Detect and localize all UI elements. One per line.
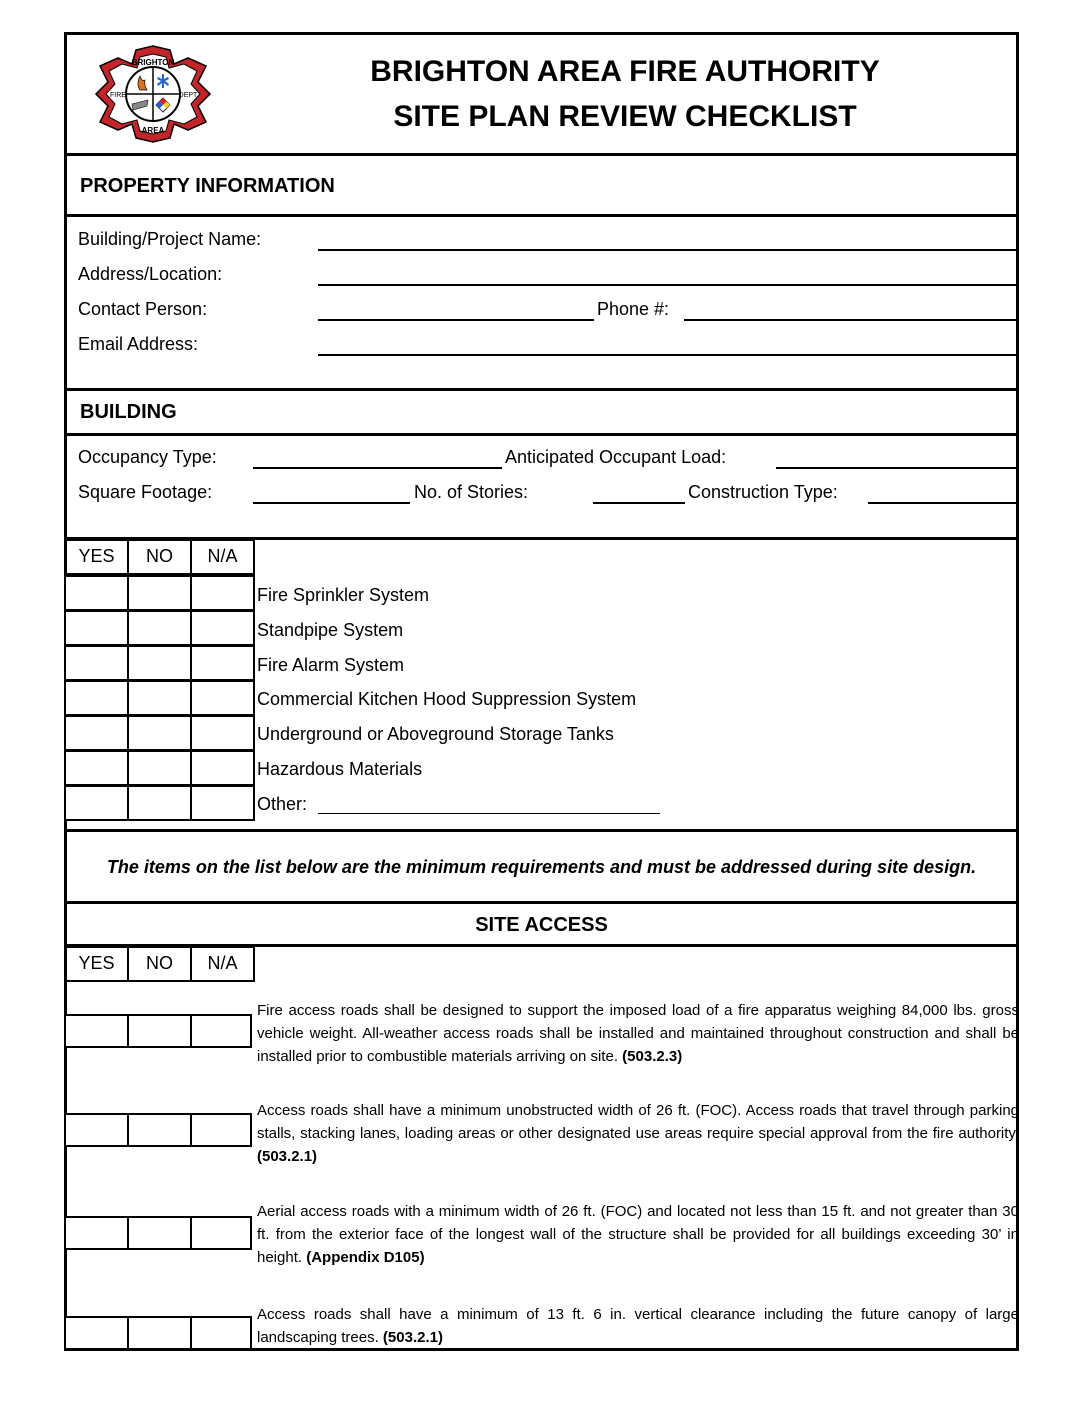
- checklist-item: Commercial Kitchen Hood Suppression System: [257, 689, 637, 709]
- minimum-requirements-note: The items on the list below are the minimum requirements and must be addressed during site design.: [106, 857, 977, 877]
- checklist-item: Hazardous Materials: [257, 759, 423, 779]
- na-checkbox[interactable]: [190, 1014, 252, 1048]
- yes-checkbox[interactable]: [64, 1014, 129, 1048]
- checklist-item: Underground or Aboveground Storage Tanks: [257, 724, 614, 744]
- occupancy-type-field[interactable]: [253, 467, 502, 469]
- property-info-heading: PROPERTY INFORMATION: [80, 175, 335, 197]
- email-label: Email Address:: [78, 334, 199, 354]
- no-checkbox[interactable]: [127, 610, 192, 646]
- site-access-heading: SITE ACCESS: [475, 914, 608, 936]
- code-reference: (503.2.3): [622, 1048, 683, 1065]
- no-checkbox[interactable]: [127, 1014, 192, 1048]
- code-reference: (Appendix D105): [306, 1249, 425, 1266]
- divider: [64, 829, 1019, 832]
- yes-checkbox[interactable]: [64, 750, 129, 786]
- na-checkbox[interactable]: [190, 785, 255, 821]
- stories-field[interactable]: [593, 502, 685, 504]
- checklist-item: Standpipe System: [257, 620, 404, 640]
- form-title-line1: BRIGHTON AREA FIRE AUTHORITY: [370, 55, 880, 88]
- na-checkbox[interactable]: [190, 750, 255, 786]
- phone-field[interactable]: [684, 319, 1019, 321]
- na-checkbox[interactable]: [190, 680, 255, 716]
- code-reference: (503.2.1): [257, 1148, 318, 1165]
- col-no-header: NO: [127, 946, 192, 982]
- yes-checkbox[interactable]: [64, 680, 129, 716]
- maltese-cross-icon: [92, 44, 214, 144]
- no-checkbox[interactable]: [127, 680, 192, 716]
- requirement-text: Access roads shall have a minimum of 13 ft. 6 in. vertical clearance including the future canopy of large landscaping trees. (503.2.1): [257, 1306, 1019, 1346]
- no-checkbox[interactable]: [127, 575, 192, 611]
- svg-text:FIRE: FIRE: [110, 92, 126, 99]
- divider: [64, 433, 1019, 436]
- email-field[interactable]: [318, 354, 1019, 356]
- occupancy-type-label: Occupancy Type:: [78, 447, 217, 467]
- yes-checkbox[interactable]: [64, 1216, 129, 1250]
- occupant-load-field[interactable]: [776, 467, 1019, 469]
- col-yes-header: YES: [64, 946, 129, 982]
- building-heading: BUILDING: [80, 401, 177, 423]
- svg-text:DEPT: DEPT: [178, 92, 198, 99]
- no-checkbox[interactable]: [127, 715, 192, 751]
- na-checkbox[interactable]: [190, 1316, 252, 1350]
- requirement-text: Fire access roads shall be designed to support the imposed load of a fire apparatus weighing 84,000 lbs. gross vehicle weight. All-weather access roads shall be installed and maintained throughout construction and shall be installed prior to combustible materials arriving on site. (503.2.3): [257, 1002, 1019, 1065]
- building-name-field[interactable]: [318, 249, 1019, 251]
- yes-checkbox[interactable]: [64, 1113, 129, 1147]
- no-checkbox[interactable]: [127, 645, 192, 681]
- divider: [64, 153, 1019, 156]
- yes-checkbox[interactable]: [64, 715, 129, 751]
- occupant-load-label: Anticipated Occupant Load:: [505, 447, 727, 467]
- yes-checkbox[interactable]: [64, 645, 129, 681]
- square-footage-label: Square Footage:: [78, 482, 213, 502]
- contact-label: Contact Person:: [78, 299, 208, 319]
- construction-type-label: Construction Type:: [688, 482, 838, 502]
- na-checkbox[interactable]: [190, 1113, 252, 1147]
- na-checkbox[interactable]: [190, 1216, 252, 1250]
- no-checkbox[interactable]: [127, 1113, 192, 1147]
- construction-type-field[interactable]: [868, 502, 1019, 504]
- checklist-item: Fire Sprinkler System: [257, 585, 430, 605]
- divider: [64, 388, 1019, 391]
- address-label: Address/Location:: [78, 264, 223, 284]
- svg-text:AREA: AREA: [141, 126, 165, 135]
- checklist-item: Fire Alarm System: [257, 655, 405, 675]
- fire-authority-logo: [92, 44, 214, 144]
- yes-checkbox[interactable]: [64, 610, 129, 646]
- address-field[interactable]: [318, 284, 1019, 286]
- requirement-text: Aerial access roads with a minimum width of 26 ft. (FOC) and located not less than 15 ft. and not greater than 30 ft. from the exterior face of the longest wall of the structure shall be provided for all buildings exceeding 30’ in height. (Appendix D105): [257, 1203, 1019, 1266]
- na-checkbox[interactable]: [190, 715, 255, 751]
- building-name-label: Building/Project Name:: [78, 229, 262, 249]
- other-field[interactable]: [318, 813, 660, 814]
- na-checkbox[interactable]: [190, 610, 255, 646]
- col-na-header: N/A: [190, 946, 255, 982]
- yes-checkbox[interactable]: [64, 1316, 129, 1350]
- divider: [64, 901, 1019, 904]
- col-na-header: N/A: [190, 539, 255, 575]
- yes-checkbox[interactable]: [64, 785, 129, 821]
- svg-text:BRIGHTON: BRIGHTON: [131, 58, 175, 67]
- no-checkbox[interactable]: [127, 1316, 192, 1350]
- requirement-text: Access roads shall have a minimum unobstructed width of 26 ft. (FOC). Access roads that travel through parking stalls, stacking lanes, loading areas or other designated use areas require special approval from the fire authority. (503.2.1): [257, 1102, 1019, 1165]
- na-checkbox[interactable]: [190, 645, 255, 681]
- col-no-header: NO: [127, 539, 192, 575]
- stories-label: No. of Stories:: [414, 482, 529, 502]
- na-checkbox[interactable]: [190, 575, 255, 611]
- square-footage-field[interactable]: [253, 502, 410, 504]
- yes-checkbox[interactable]: [64, 575, 129, 611]
- col-yes-header: YES: [64, 539, 129, 575]
- code-reference: (503.2.1): [382, 1329, 443, 1346]
- checklist-item-other: Other:: [257, 794, 308, 814]
- no-checkbox[interactable]: [127, 785, 192, 821]
- no-checkbox[interactable]: [127, 750, 192, 786]
- phone-label: Phone #:: [597, 299, 670, 319]
- contact-field[interactable]: [318, 319, 594, 321]
- form-title-line2: SITE PLAN REVIEW CHECKLIST: [393, 100, 857, 133]
- no-checkbox[interactable]: [127, 1216, 192, 1250]
- divider: [64, 214, 1019, 217]
